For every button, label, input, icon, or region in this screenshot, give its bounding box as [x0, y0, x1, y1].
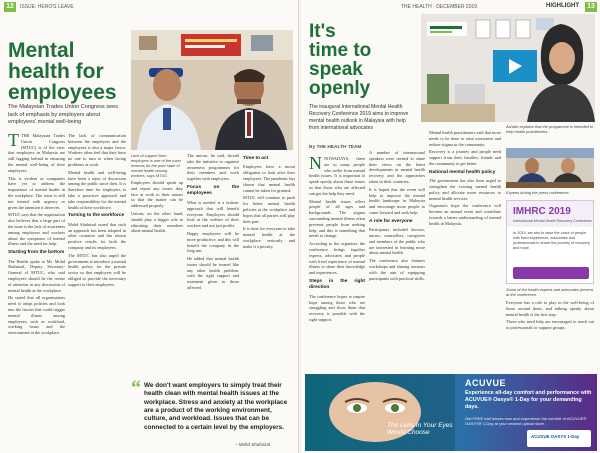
pull-quote-credit: – Mohd Shahrizal: [235, 442, 271, 447]
page-number: 13: [585, 2, 597, 12]
paragraph: The conference also features workshops and sharing sessions with the aim of equipping participants with practical skills.: [369, 258, 425, 281]
main-photo: [421, 14, 595, 122]
subheading: Time to act: [243, 156, 269, 161]
paragraph: The lack of communication between the employers and the employees is also a major factor. Workers often feel that they have no one to turn to when facing problems at work.: [68, 133, 126, 167]
paragraph: MTUC will continue to push for better mental health policies at the workplace and hopes that all parties will play their part.: [243, 195, 295, 224]
subheading: Starting from the bottom: [8, 250, 65, 256]
paragraph: The Health spoke to Mr. Mohd Shahrizal, Deputy Secretary-General of MTUC, who said employees should be the centre of attention in any discussion of mental health at the workplace.: [8, 258, 65, 293]
standfirst: The inaugural International Mental Health Recovery Conference 2019 aims to improve mental health outlook in Malaysia with help from international advocates: [309, 104, 409, 131]
ad-body: Get FREE trial lenses now and experience the comfort of ACUVUE® OASYS® 1-Day at your nearest optical store.: [465, 416, 587, 427]
photo-caption: Experts during the press conference.: [506, 190, 570, 195]
article-column: [8, 133, 65, 451]
ad-brand: ACUVUE: [465, 378, 507, 388]
subheading: A role for everyone: [369, 218, 413, 224]
paragraph: He stated that all organisations need to adopt policies and look into the factors that could trigger mental illness among employees, such as workload, working hours and the environment at the workplace.: [8, 295, 65, 336]
secondary-photo: [506, 148, 594, 188]
folio: THE HEALTH · DECEMBER 2019: [401, 4, 478, 10]
headline-line: It's: [309, 21, 336, 42]
drop-cap: N: [309, 156, 322, 173]
pull-quote: We don't want employers to simply treat their health clean with mental health issues at the workplace. Stress and anxiety at the workplace are a product of the working environment, culture, and workload. Issues that can be connected to a certain level by the employers.: [144, 382, 288, 431]
folio: ISSUE: HERO'S LEAVE: [20, 4, 74, 10]
paragraph: Employees should speak up and report any issues they face at work to their unions so that the matter can be addressed properly.: [131, 180, 183, 209]
headline: [309, 22, 371, 98]
right-page: [301, 0, 600, 453]
paragraph: Happy employees will be more productive, and this will benefit the company in the long run.: [187, 230, 239, 254]
paragraph: It is time for everyone to take mental health at the workplace seriously and make it a priority.: [243, 226, 295, 249]
section-tag: HIGHLIGHT: [546, 3, 579, 9]
article-column: [131, 180, 183, 310]
advertisement[interactable]: [305, 374, 597, 451]
subheading: Steps in the right direction: [309, 278, 365, 291]
paragraph: Everyone has a role to play in the well-being of those around them, and talking openly about mental health is the first step.: [506, 300, 594, 317]
paragraph: Mental health practitioners said that more needs to be done to raise awareness and reduce stigma in the community.: [429, 130, 501, 147]
paragraph: A number of international speakers were invited to share their views on the latest developments in mental health recovery and the approaches taken in their countries.: [369, 150, 425, 184]
paragraph: MTUC says that the organisation also believes that a large part of the issue is the lack of awareness among employers and workers about the symptoms of mental illness and the need for help.: [8, 212, 65, 247]
article-photo: [131, 30, 293, 150]
paragraph: It is hoped that the event will help to improve the mental health landscape in Malaysia and encourage more people to come forward and seek help.: [369, 186, 425, 215]
paragraph: The MTUC has also urged the government to introduce a mental health policy for the private sector so that employers will be obliged to provide the necessary support to their employees.: [68, 252, 126, 287]
ad-product-name: ACUVUE OASYS 1-Day: [531, 434, 580, 439]
headline: [8, 40, 117, 103]
subheading: Focus on the employees: [187, 184, 239, 197]
paragraph: Mental health and well-being have been a topic of discussion among the public since then. It is therefore time for employers to take a proactive approach and take responsibility for the mental health of their workforce.: [68, 169, 126, 210]
article-column: [429, 130, 501, 372]
paragraph: NOWADAYS, there are so many people who suffer from mental health issues. It is important to speak openly about these issues so that those who are affected can get the help they need.: [309, 156, 365, 196]
article-column: [243, 153, 295, 381]
subheading: Turning to the workforce: [68, 213, 125, 219]
headline-line: speak: [309, 59, 363, 80]
ad-headline: Experience all-day comfort and performance with ACUVUE® Oasys® 1-Day for your demanding days.: [465, 390, 592, 410]
byline: By THE HEALTH TEAM: [309, 145, 362, 150]
paragraph: THE Malaysian Trades Union Congress (MTUC) is of the view that employers in Malaysia are still lagging behind in ensuring the mental well-being of their employees.: [8, 133, 65, 173]
subheading: National mental health policy: [429, 169, 496, 175]
headline-line: health for: [8, 60, 104, 83]
poster-body: In 2019, we aim to raise the voice of people with lived experience, advocates and professionals to share the journey of recovery and hope.: [513, 231, 590, 251]
photo-caption: Lack of support from employers is one of the main reasons for the poor state of mental health among workers, says MTUC.: [131, 153, 181, 179]
article-column: [68, 133, 126, 451]
left-page: [0, 0, 299, 453]
poster-subtitle: International Mental Health Recovery Conference: [513, 219, 592, 223]
page-number: 12: [4, 2, 16, 12]
poster-logo: IMHRC 2019: [513, 206, 571, 217]
article-column: [506, 300, 594, 372]
paragraph: Mohd Shahrizal noted that such an approach has been adopted in other countries and has shown positive results for both the company and its employees.: [68, 221, 126, 251]
ad-product-box: [527, 430, 591, 447]
headline-line: Mental: [8, 39, 75, 62]
paragraph: According to the organiser, the conference brings together experts, advocates and people with lived experience of mental illness to share their knowledge and experiences.: [309, 241, 365, 276]
article-column: [309, 156, 365, 372]
paragraph: The conference hopes to inspire hope among those who are struggling and show them that recovery is possible with the right support.: [309, 293, 365, 323]
ad-tagline: The Lens In Your Eyes Would Choose: [387, 422, 453, 437]
event-poster: [506, 200, 594, 284]
drop-cap: T: [8, 133, 19, 150]
photo-caption: Some of the health experts and advocates present at the conference.: [506, 287, 593, 298]
article-column: [369, 150, 425, 372]
paragraph: Those who need help are encouraged to reach out to professionals or support groups.: [506, 319, 594, 331]
poster-banner: [513, 267, 589, 279]
headline-line: time to: [309, 40, 372, 61]
paragraph: What is needed is a holistic approach that will benefit everyone. Employers should look at the welfare of their workers and not just profits.: [187, 199, 239, 229]
paragraph: Employers have a moral obligation to look after their employees. The pandemic has shown that mental health cannot be taken for granted.: [243, 164, 295, 193]
headline-line: openly: [309, 78, 371, 99]
paragraph: He added that mental health issues should be treated like any other health problem, with the right support and treatment given to those affected.: [187, 256, 239, 291]
photo-caption: Ashikin explains that the programme is intended to help health practitioners.: [506, 124, 594, 135]
paragraph: Participants included doctors, nurses, counsellors, caregivers and members of the public who are interested in learning more about mental health.: [369, 227, 425, 256]
paragraph: Mental health issues affect people of all ages and backgrounds. The stigma surrounding mental illness often prevents people from seeking help, and this is something that needs to change.: [309, 198, 365, 239]
paragraph: This is evident as companies have yet to address the importance of mental health in the workplace. The issue is still not treated with urgency or given the attention it deserves.: [8, 175, 65, 210]
headline-line: employees: [8, 81, 117, 104]
quote-mark-icon: “: [131, 377, 141, 399]
ad-face-image: [305, 374, 455, 451]
paragraph: The government has also been urged to strengthen the existing mental health policy and allocate more resources to mental health services.: [429, 178, 501, 201]
paragraph: Organisers hope the conference will become an annual event and contribute towards a better understanding of mental health in Malaysia.: [429, 203, 501, 226]
paragraph: The unions, he said, should take the initiative to organise awareness programmes for their members and work together with employers.: [187, 153, 239, 182]
paragraph: Recovery is a journey and people need support from their families, friends and the community to get better.: [429, 149, 501, 166]
standfirst: The Malaysian Trades Union Congress sees lack of emphasis by employers about employees' mental well-being: [8, 104, 119, 126]
paragraph: Unions, on the other hand, should play a bigger role in educating their members about mental health.: [131, 210, 183, 234]
